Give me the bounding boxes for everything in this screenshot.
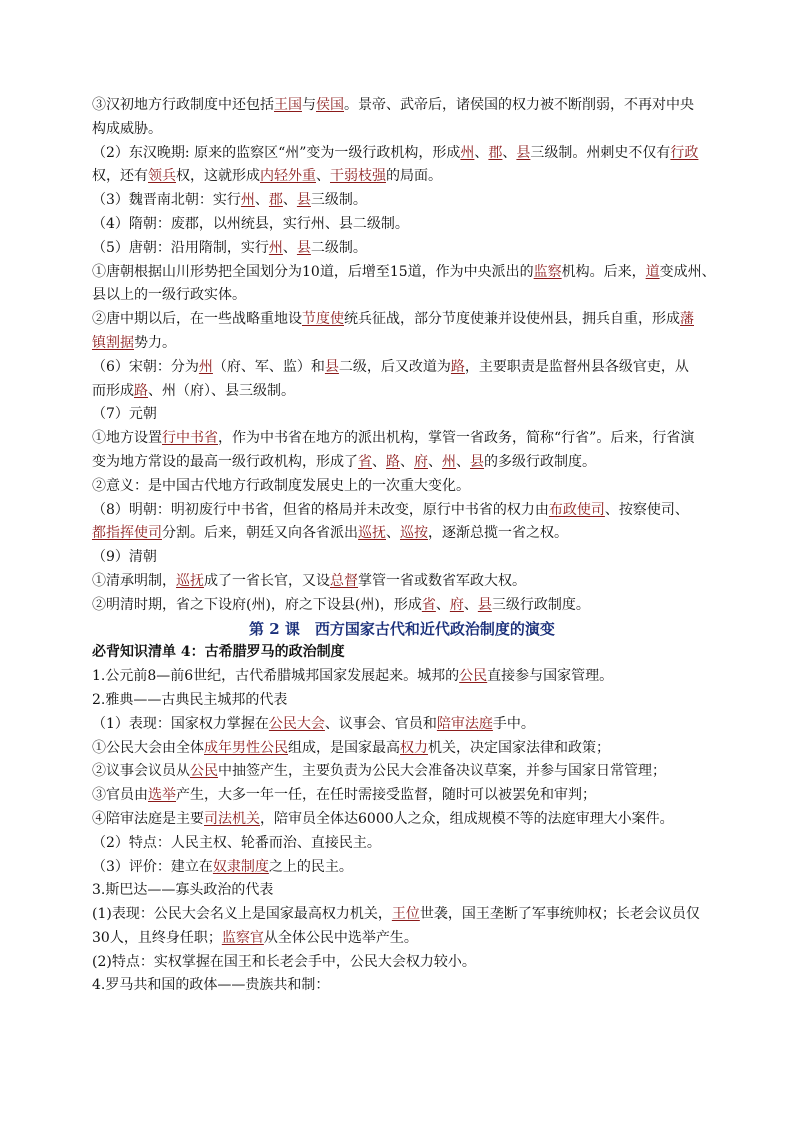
key-term: 州: [268, 239, 283, 256]
text-segment: （8）明朝：明初废行中书省，但省的格局并未改变，原行中书省的权力由: [92, 501, 549, 518]
text-line: [92, 879, 712, 903]
document-body: [92, 94, 716, 998]
text-segment: 、: [435, 596, 450, 613]
text-segment: 县以上的一级行政实体。: [92, 287, 246, 304]
key-term: 州: [442, 453, 456, 470]
text-segment: 世袭，国王垄断了军事统帅权；长老会议员仅: [419, 906, 700, 923]
text-line: [92, 499, 712, 523]
key-term: 节度使: [302, 311, 344, 328]
text-segment: ③官员由: [92, 787, 148, 804]
key-term: 领兵: [148, 168, 176, 185]
key-term: 省: [358, 453, 372, 470]
text-segment: (1)表现：公民大会名义上是国家最高权力机关，: [92, 906, 392, 923]
text-line: [92, 213, 712, 237]
key-term: 巡抚: [358, 525, 386, 542]
text-line: [92, 165, 712, 189]
text-line: [92, 189, 712, 213]
text-line: [92, 856, 712, 880]
text-segment: ，陪审员全体达6000人之众，组成规模不等的法庭审理大小案件。: [260, 810, 674, 827]
key-term: 县: [324, 358, 339, 375]
text-line: [92, 308, 712, 332]
text-segment: 势力。: [134, 334, 176, 351]
text-segment: 第 2 课 西方国家古代和近代政治制度的演变: [249, 619, 555, 638]
text-segment: 统兵征战，部分节度使兼并设使州县，拥兵自重，形成: [344, 311, 680, 328]
text-segment: 机关，决定国家法律和政策；: [428, 739, 610, 756]
text-line: [92, 261, 716, 285]
text-segment: 三级行政制度。: [491, 596, 590, 613]
key-term: 总督: [330, 572, 358, 589]
key-term: 侯国: [316, 97, 344, 113]
text-segment: ②意义：是中国古代地方行政制度发展史上的一次重大变化。: [92, 477, 470, 494]
text-segment: 、: [282, 239, 297, 256]
key-term: 路: [386, 453, 400, 470]
text-line: [92, 403, 712, 427]
text-segment: 3.斯巴达——寡头政治的代表: [92, 882, 274, 899]
text-segment: 手中。: [492, 715, 535, 732]
text-segment: ，作为中书省在地方的派出机构，掌管一省政务，简称“行省”。后来，行省演: [218, 430, 695, 447]
text-segment: （1）表现：国家权力掌握在: [92, 715, 269, 732]
text-segment: 、: [502, 144, 517, 161]
text-segment: 组成，是国家最高: [288, 739, 400, 756]
key-term: 奴隶制度: [212, 858, 269, 875]
key-term: 路: [450, 358, 465, 375]
text-segment: 二级，后又改道为: [338, 358, 451, 375]
text-segment: （9）清朝: [92, 549, 157, 566]
text-segment: （7）元朝: [92, 406, 157, 423]
text-segment: 4.罗马共和国的政体——贵族共和制：: [92, 977, 330, 994]
text-segment: 、议事会、官员和: [324, 715, 437, 732]
text-segment: （2）东汉晚期: 原来的监察区“州”变为一级行政机构，形成: [92, 144, 461, 161]
key-term: 省: [421, 596, 436, 613]
text-segment: 、: [372, 453, 386, 470]
key-term: 巡按: [400, 525, 428, 542]
text-segment: 、: [474, 144, 489, 161]
text-segment: (2)特点：实权掌握在国王和长老会手中，公民大会权力较小。: [92, 953, 476, 970]
key-term: 道: [645, 263, 660, 280]
text-segment: 、: [386, 525, 400, 542]
text-segment: （4）隋朝：废郡，以州统县，实行州、县二级制。: [92, 215, 409, 232]
text-segment: 分割。后来，朝廷又向各省派出: [162, 525, 358, 542]
key-term: 司法机关: [204, 810, 260, 827]
text-segment: 变成州、: [659, 263, 716, 280]
text-segment: ①地方设置: [92, 430, 162, 447]
text-segment: 、: [463, 596, 478, 613]
key-term: 王国: [274, 97, 302, 113]
text-segment: 30人，且终身任职；: [92, 929, 222, 946]
text-segment: 、: [316, 168, 330, 185]
text-line: [92, 713, 712, 737]
text-segment: 、按察使司、: [604, 501, 689, 518]
text-line: [92, 284, 712, 308]
text-segment: 必背知识清单 4：古希腊罗马的政治制度: [92, 644, 345, 661]
key-term: 府: [449, 596, 464, 613]
key-term: 监察: [533, 263, 562, 280]
text-segment: 变为地方常设的最高一级行政机构，形成了: [92, 453, 358, 470]
text-segment: ①唐朝根据山川形势把全国划分为10道，后增至15道，作为中央派出的: [92, 263, 534, 280]
lesson-title: [92, 618, 712, 642]
text-segment: ②议事会议员从: [92, 763, 190, 780]
key-term: 成年男性公民: [204, 739, 288, 756]
text-segment: 。景帝、武帝后，诸侯国的权力被不断削弱，不再对中央: [344, 97, 694, 113]
section-heading: [92, 641, 712, 665]
key-term: 县: [477, 596, 492, 613]
key-term: 巡抚: [176, 572, 204, 589]
key-term: 藩: [680, 311, 694, 328]
key-term: 县: [296, 192, 311, 209]
key-term: 监察官: [221, 929, 264, 946]
key-term: 州: [240, 192, 255, 209]
text-line: [92, 356, 712, 380]
text-segment: 成了一省长官，又设: [204, 572, 330, 589]
text-line: [92, 808, 712, 832]
key-term: 县: [470, 453, 484, 470]
key-term: 公民: [190, 763, 218, 780]
text-segment: 、: [282, 192, 297, 209]
text-segment: ，主要职责是监督州县各级官吏，从: [464, 358, 689, 375]
text-line: [92, 760, 712, 784]
key-term: 内轻外重: [260, 168, 316, 185]
text-segment: 的局面。: [386, 168, 442, 185]
text-line: [92, 380, 712, 404]
text-segment: ，逐渐总揽一省之权。: [428, 525, 568, 542]
key-term: 州: [460, 144, 475, 161]
key-term: 行政: [670, 144, 699, 161]
text-segment: （2）特点：人民主权、轮番而治、直接民主。: [92, 834, 381, 851]
text-segment: 、: [428, 453, 442, 470]
text-segment: 、: [254, 192, 269, 209]
text-segment: 直接参与国家管理。: [487, 668, 614, 685]
text-line: [92, 903, 712, 927]
key-term: 县: [296, 239, 311, 256]
text-segment: 二级制。: [310, 239, 367, 256]
text-segment: 机构。后来，: [561, 263, 646, 280]
text-line: [92, 427, 712, 451]
text-line: [92, 570, 712, 594]
text-segment: 三级制。州刺史不仅有: [530, 144, 671, 161]
text-line: [92, 94, 712, 118]
key-term: 郡: [268, 192, 283, 209]
text-segment: 权，这就形成: [176, 168, 260, 185]
key-term: 县: [516, 144, 531, 161]
text-segment: 与: [302, 97, 316, 113]
text-segment: ①清承明制，: [92, 572, 176, 589]
text-line: [92, 475, 712, 499]
text-segment: ④陪审法庭是主要: [92, 810, 204, 827]
text-line: [92, 927, 712, 951]
text-segment: （3）评价：建立在: [92, 858, 213, 875]
text-line: [92, 737, 712, 761]
text-segment: 产生，大多一年一任，在任时需接受监督，随时可以被罢免和审判；: [176, 787, 596, 804]
text-line: [92, 784, 712, 808]
key-term: 府: [414, 453, 428, 470]
text-segment: 、: [456, 453, 470, 470]
text-line: [92, 594, 712, 618]
text-segment: （3）魏晋南北朝：实行: [92, 192, 241, 209]
key-term: 陪审法庭: [436, 715, 493, 732]
text-segment: 中抽签产生，主要负责为公民大会准备决议草案，并参与国家日常管理；: [218, 763, 666, 780]
text-segment: （府、军、监）和: [212, 358, 325, 375]
text-line: [92, 546, 712, 570]
text-segment: 权，还有: [92, 168, 148, 185]
key-term: 行中书省: [162, 430, 218, 447]
key-term: 郡: [488, 144, 503, 161]
text-line: [92, 332, 712, 356]
key-term: 公民: [459, 668, 488, 685]
key-term: 王位: [391, 906, 420, 923]
text-line: [92, 522, 712, 546]
key-term: 路: [134, 382, 148, 399]
key-term: 镇割据: [92, 334, 134, 351]
text-line: [92, 951, 712, 975]
text-line: [92, 237, 712, 261]
text-line: [92, 118, 712, 142]
text-line: [92, 689, 712, 713]
text-segment: ②唐中期以后，在一些战略重地设: [92, 311, 302, 328]
key-term: 干弱枝强: [330, 168, 386, 185]
key-term: 州: [198, 358, 213, 375]
text-line: [92, 974, 712, 998]
key-term: 都指挥使司: [92, 525, 162, 542]
text-segment: 1.公元前8—前6世纪，古代希腊城邦国家发展起来。城邦的: [92, 668, 460, 685]
text-line: [92, 142, 712, 166]
text-segment: 从全体公民中选举产生。: [263, 929, 418, 946]
key-term: 公民大会: [268, 715, 325, 732]
text-segment: ①公民大会由全体: [92, 739, 204, 756]
key-term: 权力: [400, 739, 428, 756]
key-term: 选举: [148, 787, 176, 804]
text-segment: 的多级行政制度。: [484, 453, 596, 470]
key-term: 布政使司: [548, 501, 605, 518]
text-segment: 构成威胁。: [92, 120, 162, 137]
text-line: [92, 832, 712, 856]
text-segment: （6）宋朝：分为: [92, 358, 199, 375]
text-segment: 、州（府）、县三级制。: [148, 382, 295, 399]
text-segment: 三级制。: [310, 192, 367, 209]
text-line: [92, 451, 712, 475]
text-segment: 、: [400, 453, 414, 470]
text-segment: 之上的民主。: [268, 858, 353, 875]
text-segment: ③汉初地方行政制度中还包括: [92, 97, 274, 113]
text-segment: 2.雅典——古典民主城邦的代表: [92, 691, 288, 708]
text-segment: 而形成: [92, 382, 134, 399]
text-segment: ②明清时期，省之下设府(州)，府之下设县(州)，形成: [92, 596, 422, 613]
text-line: [92, 665, 712, 689]
text-segment: 掌管一省或数省军政大权。: [358, 572, 526, 589]
text-segment: （5）唐朝：沿用隋制，实行: [92, 239, 269, 256]
